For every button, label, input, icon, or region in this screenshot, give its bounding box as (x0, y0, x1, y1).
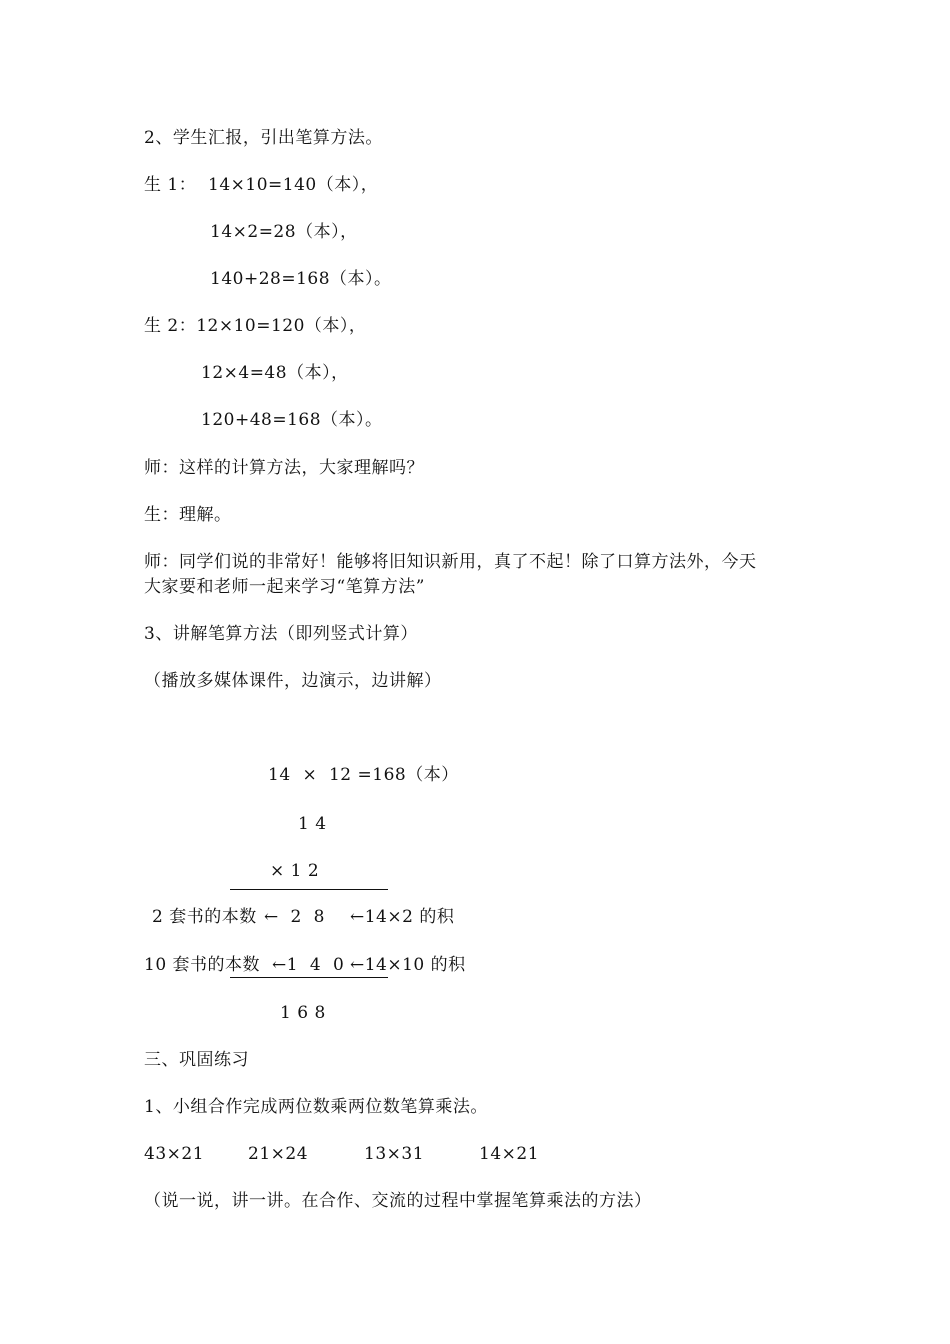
vertical-result: 1 6 8 (280, 1003, 326, 1023)
vertical-rule-bottom (230, 977, 388, 978)
vertical-row2-digits: ←1 4 0 (272, 955, 345, 975)
line-student1-step3: 140+28=168（本）。 (210, 269, 392, 289)
practice-problem-1: 43×21 (144, 1144, 205, 1164)
line-step-2-report: 2、学生汇报，引出笔算方法。 (144, 128, 383, 148)
vertical-row1-label: 2 套书的本数 (152, 907, 257, 927)
practice-note: （说一说，讲一讲。在合作、交流的过程中掌握笔算乘法的方法） (144, 1191, 652, 1211)
vertical-multiplier: × 1 2 (270, 861, 320, 881)
line-student1-step1: 生 1： 14×10=140（本）， (144, 175, 379, 195)
vertical-row1-note: ←14×2 的积 (350, 907, 455, 927)
practice-problem-3: 13×31 (364, 1144, 425, 1164)
vertical-row2-note: ←14×10 的积 (350, 955, 466, 975)
line-student-answer: 生：理解。 (144, 505, 232, 525)
vertical-row1-digits: ← 2 8 (264, 907, 325, 927)
line-teacher-praise-1: 师：同学们说的非常好！能够将旧知识新用，真了不起！除了口算方法外，今天 (144, 552, 757, 572)
line-student1-step2: 14×2=28（本）， (210, 222, 358, 242)
line-student2-step3: 120+48=168（本）。 (201, 410, 383, 430)
line-teacher-question: 师：这样的计算方法，大家理解吗？ (144, 458, 424, 478)
line-student2-step1: 生 2：12×10=120（本）， (144, 316, 367, 336)
practice-task: 1、小组合作完成两位数乘两位数笔算乘法。 (144, 1097, 488, 1117)
vertical-multiplicand: 1 4 (298, 814, 327, 834)
line-step-3-explain: 3、讲解笔算方法（即列竖式计算） (144, 624, 418, 644)
line-student2-step2: 12×4=48（本）， (201, 363, 349, 383)
practice-problem-2: 21×24 (248, 1144, 309, 1164)
vertical-rule-top (230, 889, 388, 890)
practice-problem-4: 14×21 (479, 1144, 540, 1164)
line-teacher-praise-2: 大家要和老师一起来学习“笔算方法” (144, 577, 425, 597)
practice-heading: 三、巩固练习 (144, 1050, 249, 1070)
vertical-row2-label: 10 套书的本数 (144, 955, 261, 975)
vertical-equation: 14 × 12 =168（本） (268, 765, 459, 785)
line-multimedia-note: （播放多媒体课件，边演示，边讲解） (144, 671, 442, 691)
